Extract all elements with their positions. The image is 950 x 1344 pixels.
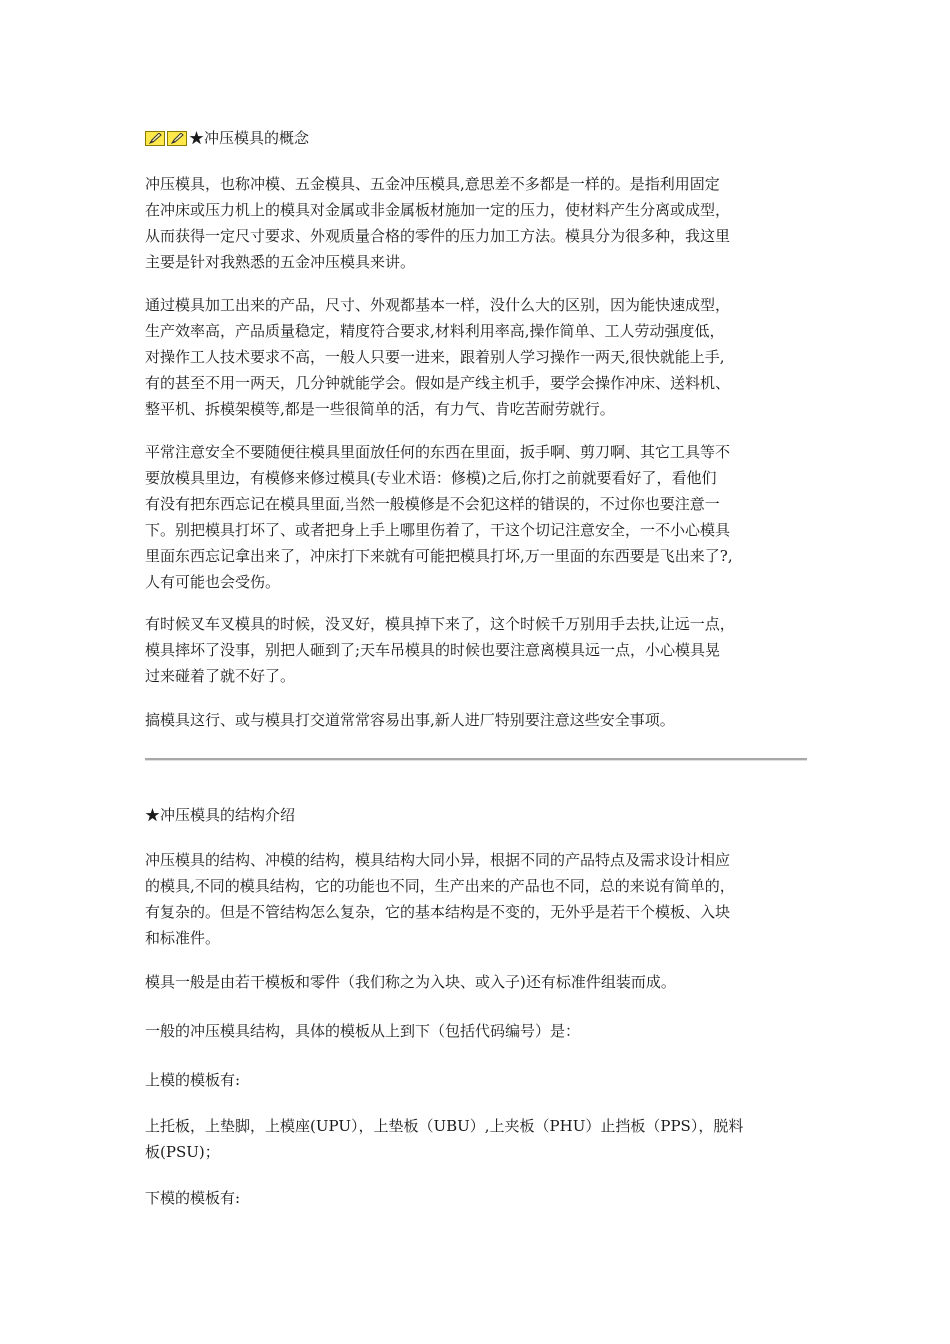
text-line: 主要是针对我熟悉的五金冲压模具来讲。 (145, 253, 416, 271)
paragraph (145, 847, 810, 951)
text-line: 上托板，上垫脚，上模座(UPU），上垫板（UBU）,上夹板（PHU）止挡板（PPS），脱料 (145, 1117, 744, 1135)
text-line: 平常注意安全不要随便往模具里面放任何的东西在里面，扳手啊、剪刀啊、其它工具等不 (145, 443, 731, 461)
section-title-structure (145, 805, 295, 825)
text-line: 的模具,不同的模具结构，它的功能也不同，生产出来的产品也不同，总的来说有简单的， (145, 877, 735, 895)
text-line: 冲压模具的结构、冲模的结构，模具结构大同小异，根据不同的产品特点及需求设计相应 (145, 851, 731, 869)
text-line: 有时候叉车叉模具的时候，没叉好，模具掉下来了，这个时候千万别用手去扶,让远一点， (145, 615, 735, 633)
text-line: 冲压模具，也称冲模、五金模具、五金冲压模具,意思差不多都是一样的。是指利用固定 (145, 175, 720, 193)
section-title-text: ★冲压模具的结构介绍 (145, 806, 296, 824)
pencil-icon (145, 131, 165, 146)
text-line: 一般的冲压模具结构，具体的模板从上到下（包括代码编号）是： (145, 1022, 581, 1040)
paragraph (145, 969, 810, 995)
text-line: 有没有把东西忘记在模具里面,当然一般模修是不会犯这样的错误的，不过你也要注意一 (145, 495, 720, 513)
text-line: 通过模具加工出来的产品，尺寸、外观都基本一样，没什么大的区别，因为能快速成型， (145, 296, 731, 314)
paragraph (145, 292, 810, 422)
text-line: 生产效率高，产品质量稳定，精度符合要求,材料利用率高,操作简单、工人劳动强度低， (145, 322, 725, 340)
text-line: 有复杂的。但是不管结构怎么复杂，它的基本结构是不变的，无外乎是若干个模板、入块 (145, 903, 731, 921)
text-line: 搞模具这行、或与模具打交道常常容易出事,新人进厂特别要注意这些安全事项。 (145, 711, 675, 729)
paragraph (145, 171, 810, 275)
text-line: 里面东西忘记拿出来了，冲床打下来就有可能把模具打坏,万一里面的东西要是飞出来了?, (145, 547, 733, 565)
horizontal-divider (145, 758, 807, 761)
text-line: 模具一般是由若干模板和零件（我们称之为入块、或入子)还有标准件组装而成。 (145, 973, 676, 991)
paragraph (145, 1067, 810, 1093)
text-line: 下。别把模具打坏了、或者把身上手上哪里伤着了，干这个切记注意安全，一不小心模具 (145, 521, 731, 539)
text-line: 上模的模板有: (145, 1071, 241, 1089)
text-line: 板(PSU)； (145, 1143, 220, 1161)
section-title-concept (145, 128, 309, 148)
text-line: 下模的模板有: (145, 1189, 241, 1207)
text-line: 和标准件。 (145, 929, 221, 947)
text-line: 对操作工人技术要求不高，一般人只要一进来，跟着别人学习操作一两天,很快就能上手, (145, 348, 725, 366)
section-title-text: ★冲压模具的概念 (189, 129, 310, 147)
text-line: 在冲床或压力机上的模具对金属或非金属板材施加一定的压力，使材料产生分离或成型， (145, 201, 731, 219)
icon-group (145, 131, 187, 146)
text-line: 模具摔坏了没事，别把人砸到了;天车吊模具的时候也要注意离模具远一点，小心模具晃 (145, 641, 721, 659)
pencil-icon (167, 131, 187, 146)
paragraph (145, 439, 810, 595)
paragraph (145, 1018, 810, 1044)
paragraph (145, 1113, 810, 1165)
text-line: 有的甚至不用一两天，几分钟就能学会。假如是产线主机手，要学会操作冲床、送料机、 (145, 374, 731, 392)
text-line: 整平机、拆模架模等,都是一些很简单的活，有力气、肯吃苦耐劳就行。 (145, 400, 615, 418)
text-line: 人有可能也会受伤。 (145, 573, 281, 591)
paragraph (145, 707, 810, 733)
text-line: 要放模具里边，有模修来修过模具(专业术语：修模)之后,你打之前就要看好了，看他们 (145, 469, 717, 487)
text-line: 过来碰着了就不好了。 (145, 667, 296, 685)
paragraph (145, 611, 810, 689)
text-line: 从而获得一定尺寸要求、外观质量合格的零件的压力加工方法。模具分为很多种，我这里 (145, 227, 731, 245)
paragraph (145, 1185, 810, 1211)
